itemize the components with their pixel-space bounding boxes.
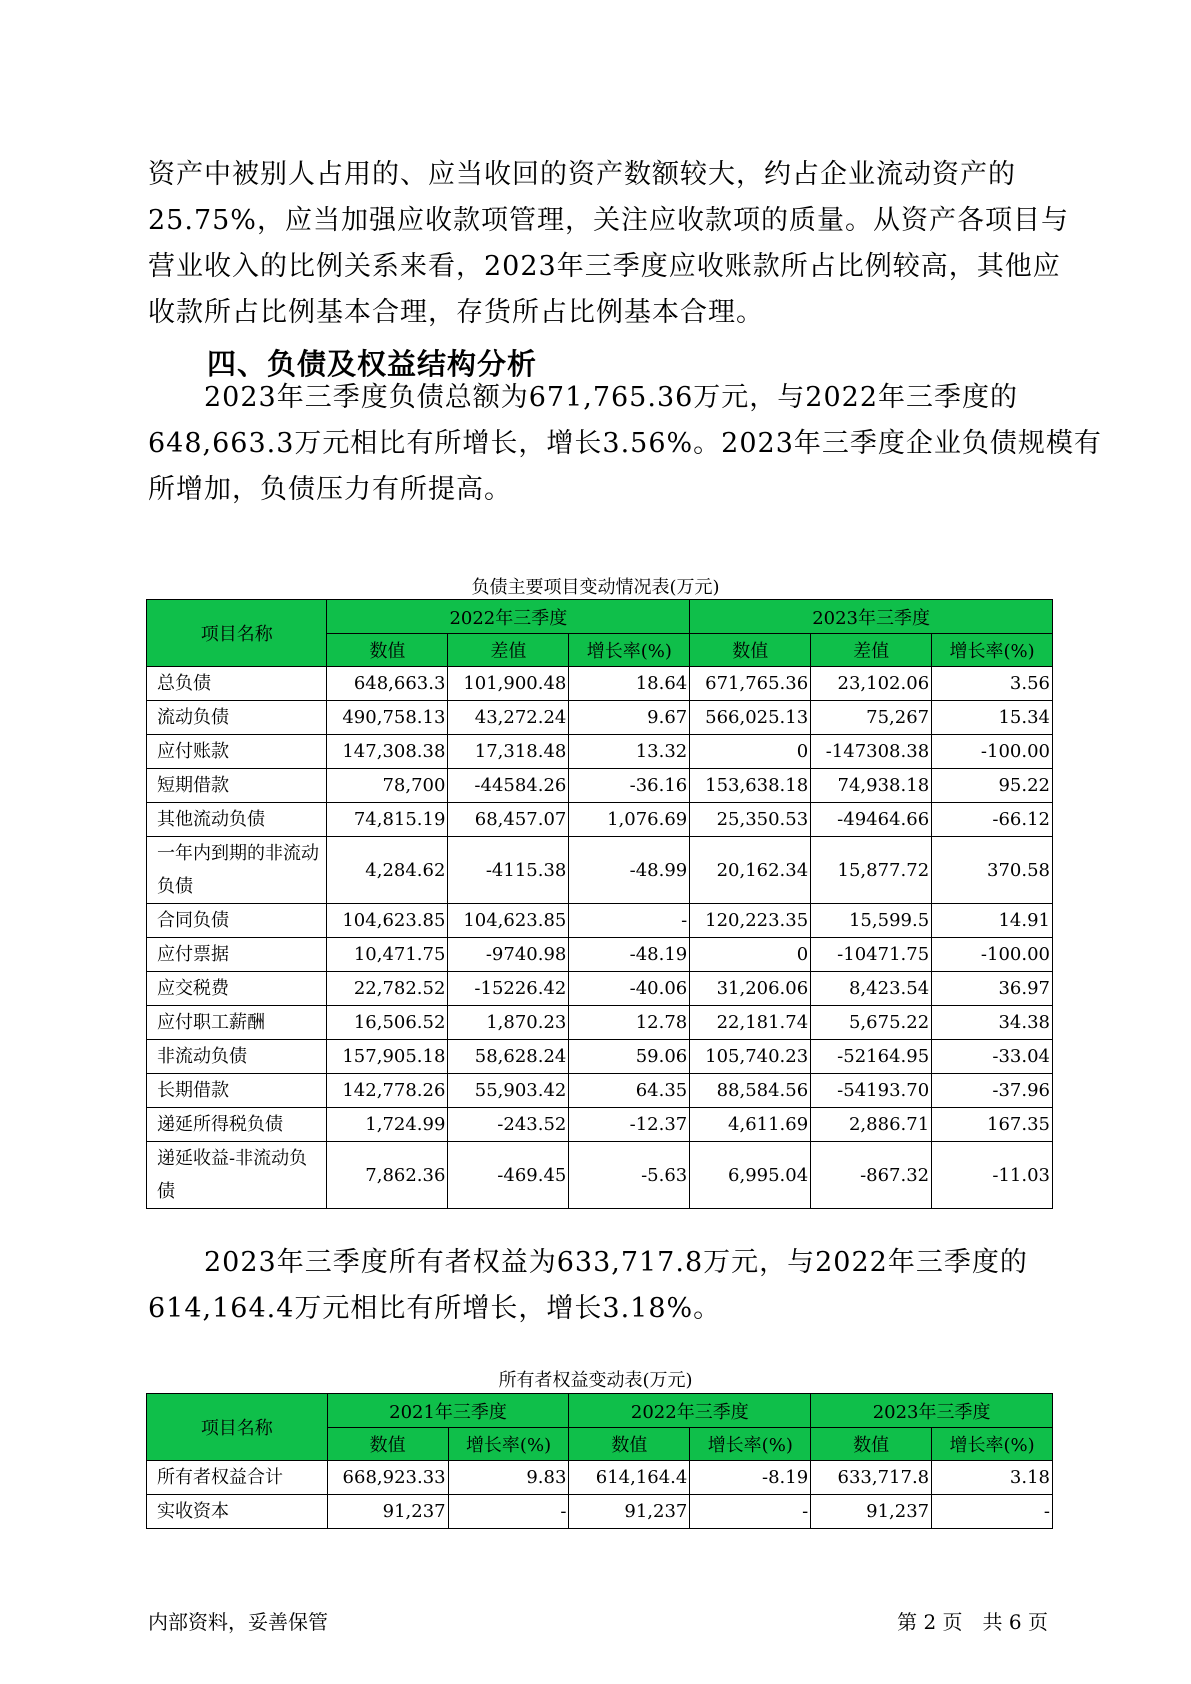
row-cell-v2: 31,206.06 <box>690 972 811 1006</box>
equity-table-caption: 所有者权益变动表(万元) <box>498 1370 693 1391</box>
row-cell-v2: 0 <box>690 735 811 769</box>
row-cell-r2: -100.00 <box>932 735 1053 769</box>
row-item-name: 其他流动负债 <box>147 803 327 837</box>
row-cell-r2: 15.34 <box>932 701 1053 735</box>
liability-table-caption: 负债主要项目变动情况表(万元) <box>471 577 720 598</box>
equity-line: 614,164.4万元相比有所增长，增长3.18%。 <box>148 1293 722 1324</box>
row-cell-r1: 1,076.69 <box>569 803 690 837</box>
row-cell-v2: 22,181.74 <box>690 1006 811 1040</box>
row-cell-d1: -243.52 <box>448 1108 569 1142</box>
row-cell-r1: -48.99 <box>569 837 690 904</box>
row-cell-r1: - <box>448 1495 569 1529</box>
row-cell-r1: 18.64 <box>569 667 690 701</box>
row-item-name: 短期借款 <box>147 769 327 803</box>
header-diff: 差值 <box>811 634 932 667</box>
row-cell-d2: 74,938.18 <box>811 769 932 803</box>
row-cell-r2: 95.22 <box>932 769 1053 803</box>
table-row <box>147 735 1053 769</box>
row-cell-r2: 36.97 <box>932 972 1053 1006</box>
row-cell-r1: -36.16 <box>569 769 690 803</box>
equity-table <box>146 1393 1053 1529</box>
header-rate: 增长率(%) <box>690 1428 811 1461</box>
intro-line: 25.75%，应当加强应收款项管理，关注应收款项的质量。从资产各项目与 <box>148 205 1069 236</box>
row-cell-d1: -4115.38 <box>448 837 569 904</box>
header-period-2021: 2021年三季度 <box>327 1394 569 1428</box>
row-cell-d2: 23,102.06 <box>811 667 932 701</box>
row-cell-v2: 120,223.35 <box>690 904 811 938</box>
row-cell-d2: 8,423.54 <box>811 972 932 1006</box>
row-cell-r2: -11.03 <box>932 1142 1053 1209</box>
row-cell-v1: 1,724.99 <box>327 1108 448 1142</box>
row-cell-r2: 14.91 <box>932 904 1053 938</box>
header-value: 数值 <box>690 634 811 667</box>
table-row <box>147 904 1053 938</box>
row-cell-v1: 490,758.13 <box>327 701 448 735</box>
header-value: 数值 <box>811 1428 932 1461</box>
intro-line: 资产中被别人占用的、应当收回的资产数额较大，约占企业流动资产的 <box>148 159 1016 190</box>
row-cell-r1: 9.67 <box>569 701 690 735</box>
row-cell-d2: 75,267 <box>811 701 932 735</box>
row-cell-d2: -49464.66 <box>811 803 932 837</box>
liability-line: 所增加，负债压力有所提高。 <box>148 474 512 505</box>
header-value: 数值 <box>327 634 448 667</box>
row-cell-r1: - <box>569 904 690 938</box>
footer-note: 内部资料，妥善保管 <box>148 1610 328 1634</box>
table-row <box>147 1040 1053 1074</box>
row-cell-v1: 142,778.26 <box>327 1074 448 1108</box>
row-cell-d1: 43,272.24 <box>448 701 569 735</box>
row-cell-v2: 153,638.18 <box>690 769 811 803</box>
table-row <box>147 1461 1053 1495</box>
row-item-name: 应交税费 <box>147 972 327 1006</box>
row-cell-r1: -12.37 <box>569 1108 690 1142</box>
row-cell-d2: 5,675.22 <box>811 1006 932 1040</box>
row-cell-v1: 16,506.52 <box>327 1006 448 1040</box>
row-cell-r2: - <box>690 1495 811 1529</box>
row-cell-d2: 15,599.5 <box>811 904 932 938</box>
row-cell-r1: -40.06 <box>569 972 690 1006</box>
row-cell-v2: 4,611.69 <box>690 1108 811 1142</box>
row-item-name: 应付职工薪酬 <box>147 1006 327 1040</box>
row-item-name: 所有者权益合计 <box>147 1461 328 1495</box>
table-row <box>147 1495 1053 1529</box>
row-cell-v1: 157,905.18 <box>327 1040 448 1074</box>
table-row <box>147 769 1053 803</box>
row-cell-v2: 88,584.56 <box>690 1074 811 1108</box>
liability-line: 648,663.3万元相比有所增长，增长3.56%。2023年三季度企业负债规模有 <box>148 428 1102 459</box>
row-cell-v2: 0 <box>690 938 811 972</box>
row-cell-v1: 147,308.38 <box>327 735 448 769</box>
row-cell-d1: -44584.26 <box>448 769 569 803</box>
table-row <box>147 1142 1053 1209</box>
row-cell-r1: 59.06 <box>569 1040 690 1074</box>
row-cell-r2: -66.12 <box>932 803 1053 837</box>
row-cell-d1: 58,628.24 <box>448 1040 569 1074</box>
table-row <box>147 837 1053 904</box>
row-cell-d1: 101,900.48 <box>448 667 569 701</box>
table-row <box>147 667 1053 701</box>
section-heading: 四、负债及权益结构分析 <box>207 347 538 381</box>
row-cell-d2: -147308.38 <box>811 735 932 769</box>
row-cell-v1: 104,623.85 <box>327 904 448 938</box>
row-cell-d1: -15226.42 <box>448 972 569 1006</box>
table-row <box>147 803 1053 837</box>
row-cell-d1: 55,903.42 <box>448 1074 569 1108</box>
header-value: 数值 <box>569 1428 690 1461</box>
table-row <box>147 1074 1053 1108</box>
row-cell-r3: 3.18 <box>932 1461 1053 1495</box>
intro-line: 收款所占比例基本合理，存货所占比例基本合理。 <box>148 297 764 328</box>
table-row <box>147 1108 1053 1142</box>
row-cell-r2: 3.56 <box>932 667 1053 701</box>
row-item-name: 递延所得税负债 <box>147 1108 327 1142</box>
row-cell-r2: -37.96 <box>932 1074 1053 1108</box>
header-rate: 增长率(%) <box>932 634 1053 667</box>
row-cell-r2: -8.19 <box>690 1461 811 1495</box>
row-item-name: 实收资本 <box>147 1495 328 1529</box>
row-item-name: 长期借款 <box>147 1074 327 1108</box>
table-row <box>147 972 1053 1006</box>
intro-line: 营业收入的比例关系来看，2023年三季度应收账款所占比例较高，其他应 <box>148 251 1061 282</box>
header-period-2023: 2023年三季度 <box>811 1394 1053 1428</box>
row-cell-v3: 633,717.8 <box>811 1461 932 1495</box>
row-cell-v1: 91,237 <box>327 1495 448 1529</box>
page-number: 第 2 页 共 6 页 <box>897 1610 1048 1634</box>
intro-paragraph <box>148 152 1069 336</box>
row-cell-v1: 10,471.75 <box>327 938 448 972</box>
row-cell-d2: 15,877.72 <box>811 837 932 904</box>
row-cell-r3: - <box>932 1495 1053 1529</box>
row-item-name: 总负债 <box>147 667 327 701</box>
liability-paragraph <box>148 375 1102 513</box>
row-cell-d2: -867.32 <box>811 1142 932 1209</box>
equity-line: 2023年三季度所有者权益为633,717.8万元，与2022年三季度的 <box>148 1247 1028 1278</box>
row-cell-d2: -10471.75 <box>811 938 932 972</box>
row-cell-d2: 2,886.71 <box>811 1108 932 1142</box>
row-cell-d2: -52164.95 <box>811 1040 932 1074</box>
liability-line: 2023年三季度负债总额为671,765.36万元，与2022年三季度的 <box>148 382 1019 413</box>
row-cell-v1: 22,782.52 <box>327 972 448 1006</box>
row-item-name: 递延收益-非流动负债 <box>147 1142 327 1209</box>
row-item-name: 应付票据 <box>147 938 327 972</box>
row-cell-r1: 13.32 <box>569 735 690 769</box>
row-cell-r1: 12.78 <box>569 1006 690 1040</box>
row-cell-v1: 668,923.33 <box>327 1461 448 1495</box>
equity-paragraph <box>148 1240 1048 1332</box>
row-cell-r1: -48.19 <box>569 938 690 972</box>
row-cell-v1: 648,663.3 <box>327 667 448 701</box>
header-diff: 差值 <box>448 634 569 667</box>
header-value: 数值 <box>327 1428 448 1461</box>
header-period-2022: 2022年三季度 <box>327 600 690 634</box>
row-cell-r2: -100.00 <box>932 938 1053 972</box>
row-cell-v1: 78,700 <box>327 769 448 803</box>
row-cell-d1: 1,870.23 <box>448 1006 569 1040</box>
header-period-2023: 2023年三季度 <box>690 600 1053 634</box>
row-cell-d1: 17,318.48 <box>448 735 569 769</box>
row-cell-v2: 671,765.36 <box>690 667 811 701</box>
row-cell-d2: -54193.70 <box>811 1074 932 1108</box>
row-cell-d1: 68,457.07 <box>448 803 569 837</box>
row-cell-v2: 91,237 <box>569 1495 690 1529</box>
header-period-2022: 2022年三季度 <box>569 1394 811 1428</box>
table-row <box>147 701 1053 735</box>
row-item-name: 应付账款 <box>147 735 327 769</box>
table-row <box>147 938 1053 972</box>
header-rate: 增长率(%) <box>569 634 690 667</box>
row-cell-d1: -469.45 <box>448 1142 569 1209</box>
row-cell-v1: 4,284.62 <box>327 837 448 904</box>
row-cell-r1: 64.35 <box>569 1074 690 1108</box>
header-item-name: 项目名称 <box>147 1394 328 1461</box>
row-cell-r2: 167.35 <box>932 1108 1053 1142</box>
header-rate: 增长率(%) <box>448 1428 569 1461</box>
row-cell-v2: 25,350.53 <box>690 803 811 837</box>
row-cell-r2: 370.58 <box>932 837 1053 904</box>
row-cell-v1: 7,862.36 <box>327 1142 448 1209</box>
header-rate: 增长率(%) <box>932 1428 1053 1461</box>
row-cell-v1: 74,815.19 <box>327 803 448 837</box>
row-cell-v3: 91,237 <box>811 1495 932 1529</box>
row-cell-r1: -5.63 <box>569 1142 690 1209</box>
row-cell-v2: 614,164.4 <box>569 1461 690 1495</box>
row-cell-d1: -9740.98 <box>448 938 569 972</box>
row-item-name: 合同负债 <box>147 904 327 938</box>
row-item-name: 一年内到期的非流动负债 <box>147 837 327 904</box>
row-item-name: 流动负债 <box>147 701 327 735</box>
header-item-name: 项目名称 <box>147 600 327 667</box>
row-cell-d1: 104,623.85 <box>448 904 569 938</box>
row-cell-v2: 20,162.34 <box>690 837 811 904</box>
row-item-name: 非流动负债 <box>147 1040 327 1074</box>
liability-table <box>146 599 1053 1209</box>
row-cell-r1: 9.83 <box>448 1461 569 1495</box>
row-cell-v2: 566,025.13 <box>690 701 811 735</box>
row-cell-v2: 105,740.23 <box>690 1040 811 1074</box>
row-cell-r2: 34.38 <box>932 1006 1053 1040</box>
row-cell-r2: -33.04 <box>932 1040 1053 1074</box>
row-cell-v2: 6,995.04 <box>690 1142 811 1209</box>
table-row <box>147 1006 1053 1040</box>
